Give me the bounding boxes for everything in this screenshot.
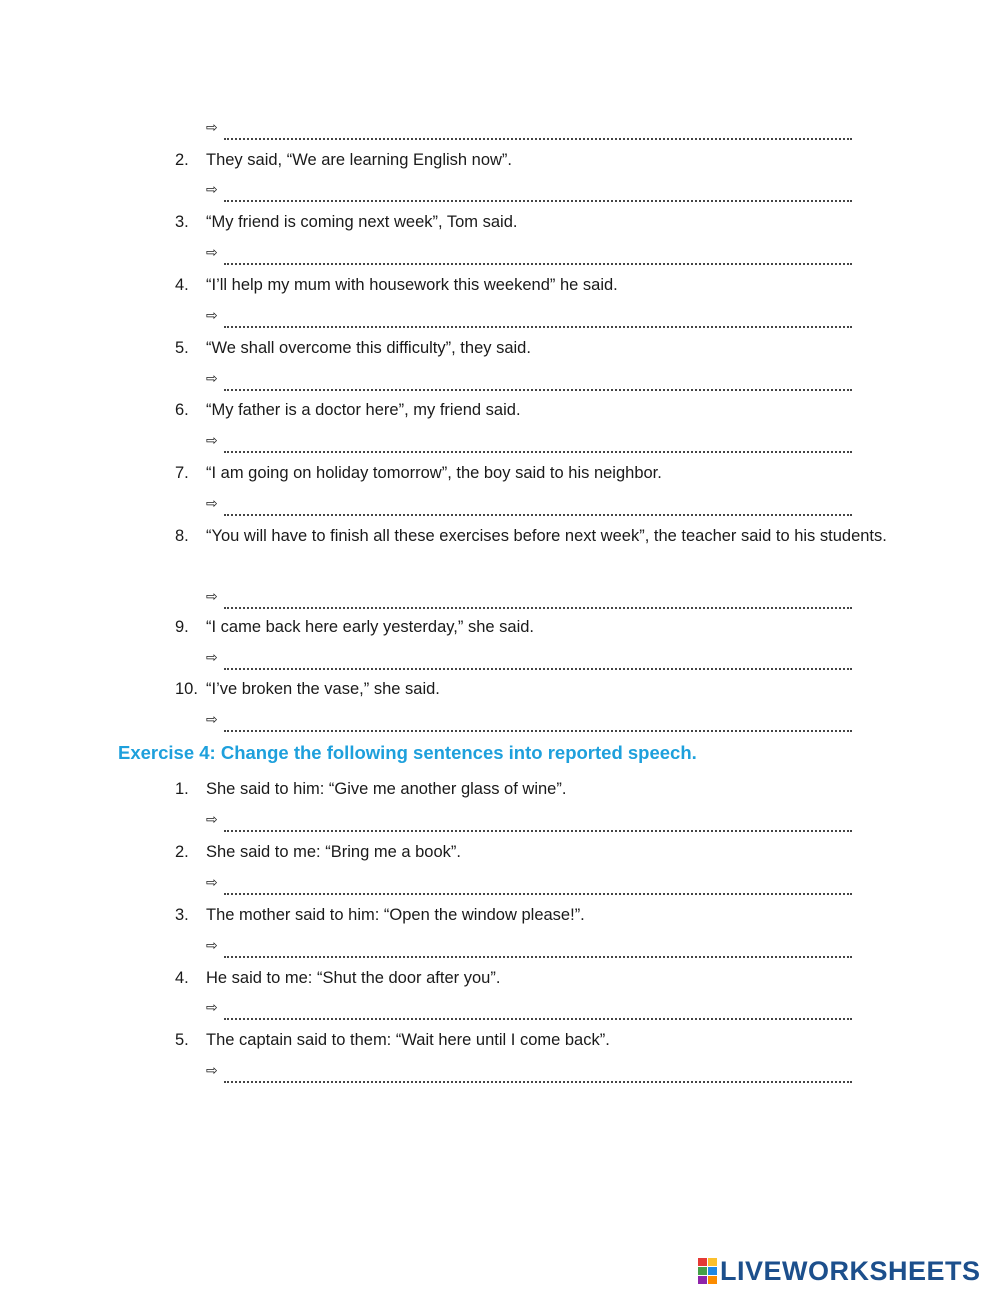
item-text: “My father is a doctor here”, my friend said. xyxy=(206,401,521,419)
answer-input[interactable] xyxy=(224,243,852,265)
answer-input[interactable] xyxy=(224,369,852,391)
logo-block xyxy=(708,1258,717,1266)
answer-line[interactable] xyxy=(206,431,854,453)
liveworksheets-logo xyxy=(698,1255,981,1286)
item-number: 7. xyxy=(175,464,189,482)
answer-input[interactable] xyxy=(224,1061,852,1083)
item-text: “I am going on holiday tomorrow”, the boy said to his neighbor. xyxy=(206,464,662,482)
answer-line[interactable] xyxy=(206,1061,854,1083)
item-text: She said to me: “Bring me a book”. xyxy=(206,843,461,861)
answer-line[interactable] xyxy=(206,810,854,832)
arrow-icon: ⇨ xyxy=(206,589,218,605)
answer-line[interactable] xyxy=(206,936,854,958)
item-text: She said to him: “Give me another glass of wine”. xyxy=(206,780,567,798)
answer-line[interactable] xyxy=(206,118,854,140)
arrow-icon: ⇨ xyxy=(206,308,218,324)
item-number: 6. xyxy=(175,401,189,419)
item-text: “I’ve broken the vase,” she said. xyxy=(206,680,440,698)
answer-line[interactable] xyxy=(206,243,854,265)
arrow-icon: ⇨ xyxy=(206,1063,218,1079)
item-number: 8. xyxy=(175,527,189,545)
item-number: 9. xyxy=(175,618,189,636)
answer-line[interactable] xyxy=(206,369,854,391)
arrow-icon: ⇨ xyxy=(206,371,218,387)
item-text: The captain said to them: “Wait here until I come back”. xyxy=(206,1031,610,1049)
item-number: 1. xyxy=(175,780,189,798)
logo-block xyxy=(708,1267,717,1275)
item-text: “We shall overcome this difficulty”, they said. xyxy=(206,339,531,357)
arrow-icon: ⇨ xyxy=(206,812,218,828)
arrow-icon: ⇨ xyxy=(206,182,218,198)
exercise4-heading: Exercise 4: Change the following sentences into reported speech. xyxy=(118,742,697,763)
item-number: 4. xyxy=(175,276,189,294)
logo-blocks-icon xyxy=(698,1258,717,1284)
answer-input[interactable] xyxy=(224,810,852,832)
item-number: 3. xyxy=(175,906,189,924)
arrow-icon: ⇨ xyxy=(206,496,218,512)
arrow-icon: ⇨ xyxy=(206,120,218,136)
item-number: 3. xyxy=(175,213,189,231)
item-number: 2. xyxy=(175,843,189,861)
answer-input[interactable] xyxy=(224,587,852,609)
answer-line[interactable] xyxy=(206,998,854,1020)
answer-input[interactable] xyxy=(224,431,852,453)
item-text: He said to me: “Shut the door after you”. xyxy=(206,969,501,987)
answer-input[interactable] xyxy=(224,936,852,958)
item-text: “My friend is coming next week”, Tom said. xyxy=(206,213,518,231)
answer-line[interactable] xyxy=(206,710,854,732)
answer-input[interactable] xyxy=(224,494,852,516)
arrow-icon: ⇨ xyxy=(206,875,218,891)
answer-line[interactable] xyxy=(206,648,854,670)
logo-block xyxy=(698,1258,707,1266)
answer-line[interactable] xyxy=(206,306,854,328)
logo-block xyxy=(708,1276,717,1284)
item-text: “I came back here early yesterday,” she said. xyxy=(206,618,535,636)
answer-line[interactable] xyxy=(206,587,854,609)
logo-text: LIVEWORKSHEETS xyxy=(720,1255,981,1286)
item-number: 10. xyxy=(175,680,198,698)
answer-input[interactable] xyxy=(224,710,852,732)
logo-block xyxy=(698,1276,707,1284)
answer-line[interactable] xyxy=(206,180,854,202)
arrow-icon: ⇨ xyxy=(206,650,218,666)
arrow-icon: ⇨ xyxy=(206,245,218,261)
answer-input[interactable] xyxy=(224,306,852,328)
answer-line[interactable] xyxy=(206,494,854,516)
logo-block xyxy=(698,1267,707,1275)
item-number: 2. xyxy=(175,151,189,169)
answer-line[interactable] xyxy=(206,873,854,895)
item-number: 5. xyxy=(175,1031,189,1049)
arrow-icon: ⇨ xyxy=(206,938,218,954)
answer-input[interactable] xyxy=(224,118,852,140)
item-text: “I’ll help my mum with housework this weekend” he said. xyxy=(206,276,618,294)
answer-input[interactable] xyxy=(224,180,852,202)
item-text: The mother said to him: “Open the window please!”. xyxy=(206,906,585,924)
item-number: 4. xyxy=(175,969,189,987)
item-text: “You will have to finish all these exercises before next week”, the teacher said to his students. xyxy=(206,527,887,545)
answer-input[interactable] xyxy=(224,648,852,670)
arrow-icon: ⇨ xyxy=(206,1000,218,1016)
answer-input[interactable] xyxy=(224,873,852,895)
answer-input[interactable] xyxy=(224,998,852,1020)
item-text: They said, “We are learning English now”. xyxy=(206,151,513,169)
arrow-icon: ⇨ xyxy=(206,712,218,728)
item-number: 5. xyxy=(175,339,189,357)
arrow-icon: ⇨ xyxy=(206,433,218,449)
